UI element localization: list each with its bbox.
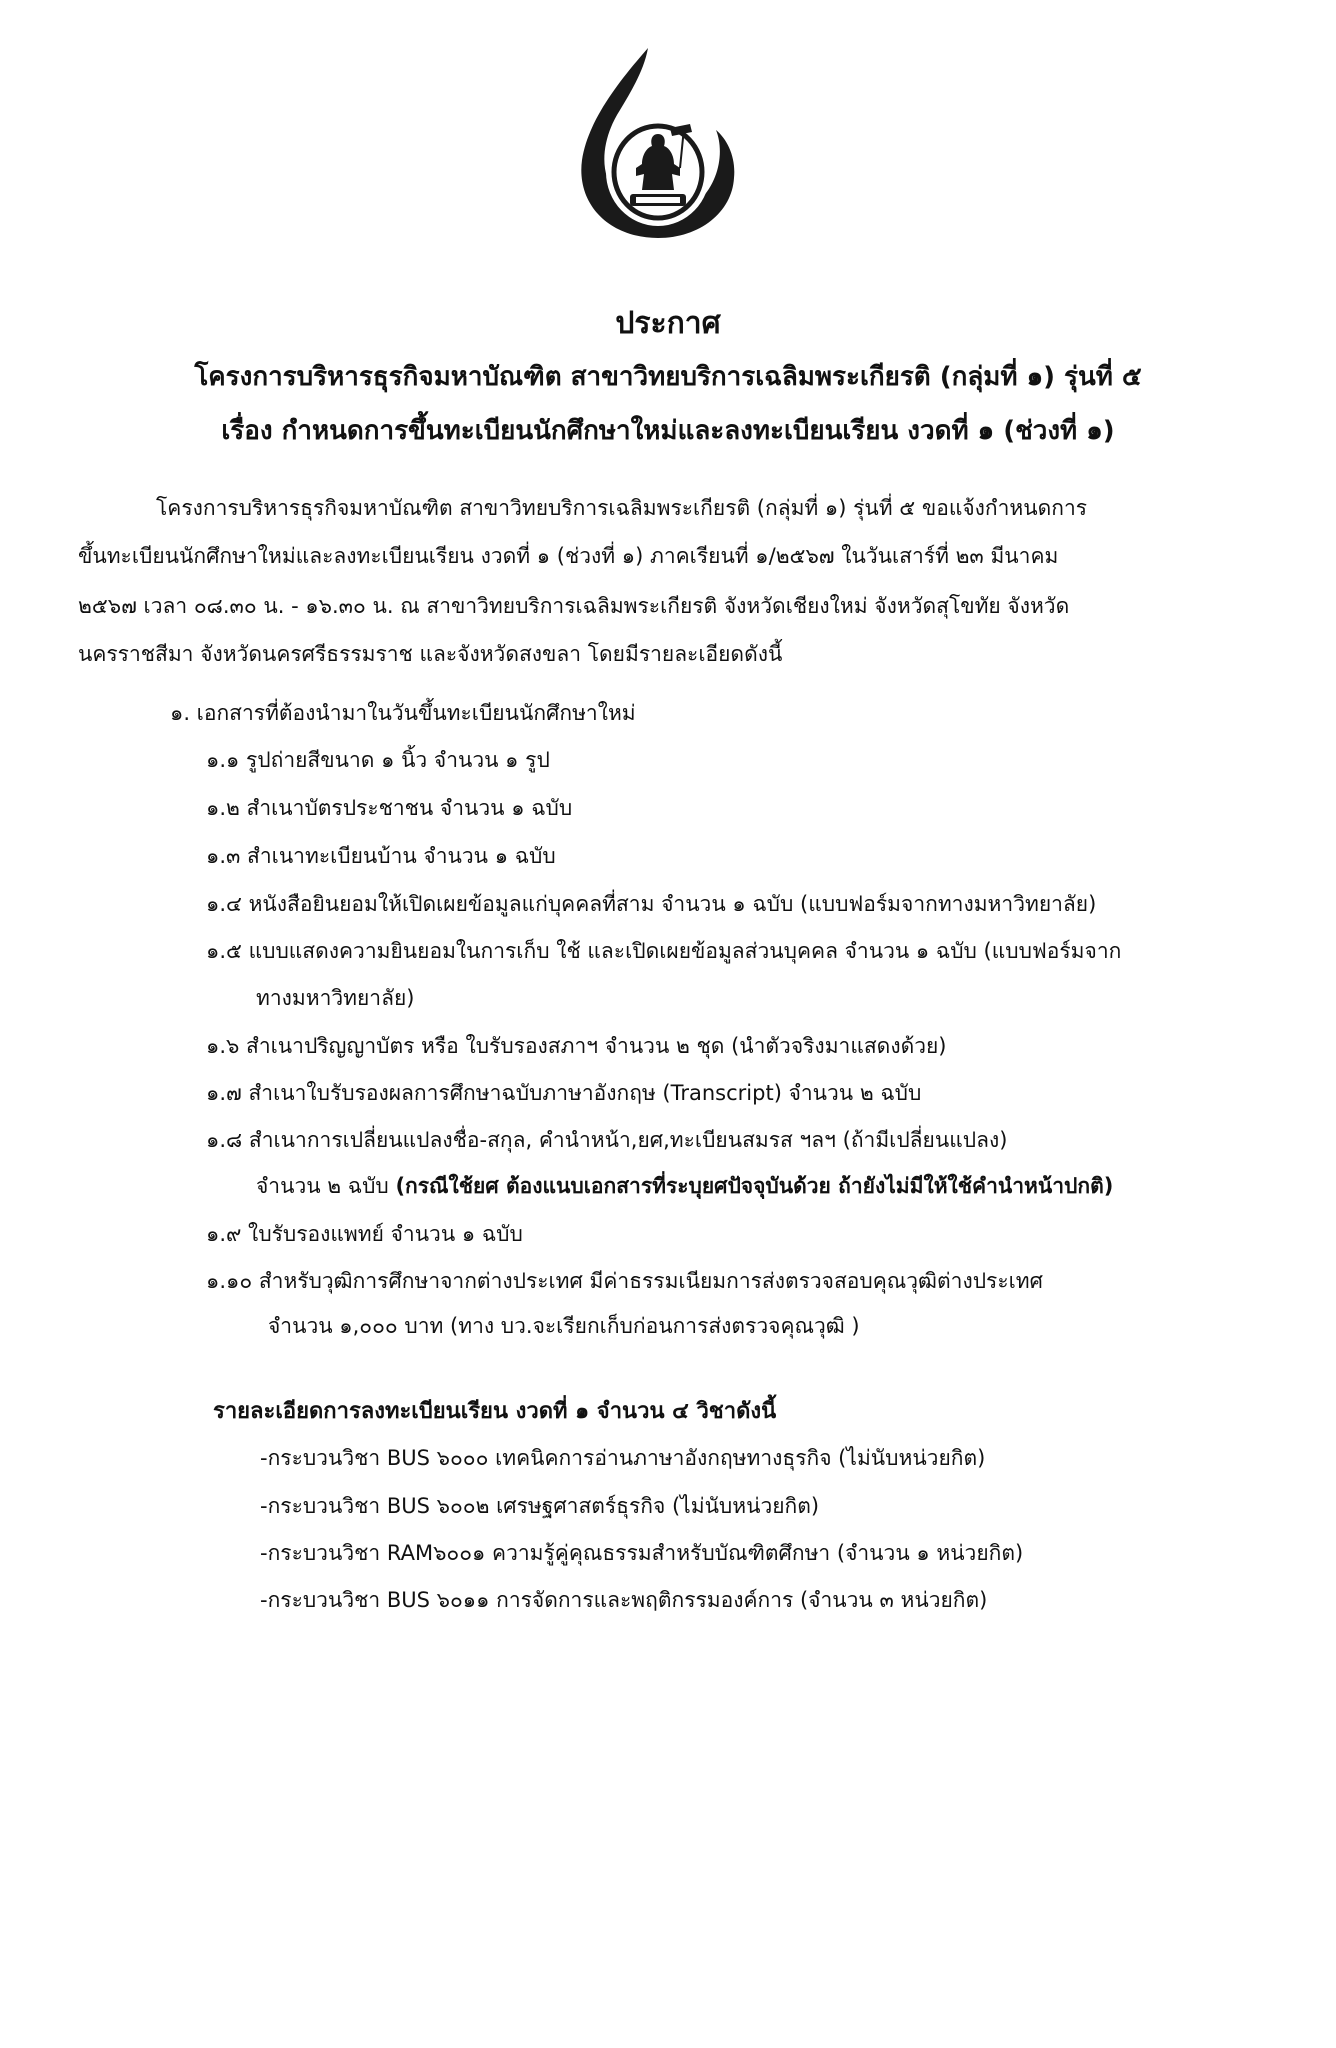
intro-line-1: โครงการบริหารธุรกิจมหาบัณฑิต สาขาวิทยบริการเฉลิมพระเกียรติ (กลุ่มที่ ๑) รุ่นที่ ๕ ขอแจ้งกำหนดการ [156,496,1088,520]
intro-line-2: ขึ้นทะเบียนนักศึกษาใหม่และลงทะเบียนเรียน งวดที่ ๑ (ช่วงที่ ๑) ภาคเรียนที่ ๑/๒๕๖๗ ในวันเสาร์ที่ ๒๓ มีนาคม [78,544,1059,568]
intro-line-4: นครราชสีมา จังหวัดนครศรีธรรมราช และจังหวัดสงขลา โดยมีรายละเอียดดังนี้ [78,642,783,666]
course-item: -กระบวนวิชา BUS ๖๐๐๐ เทคนิคการอ่านภาษาอังกฤษทางธุรกิจ (ไม่นับหน่วยกิต) [260,1446,986,1470]
list-item-continuation: จำนวน ๑,๐๐๐ บาท (ทาง บว.จะเรียกเก็บก่อนการส่งตรวจคุณวุฒิ ) [268,1314,860,1338]
section1-heading: ๑. เอกสารที่ต้องนำมาในวันขึ้นทะเบียนนักศึกษาใหม่ [170,701,636,725]
list-item: ๑.๘ สำเนาการเปลี่ยนแปลงชื่อ-สกุล, คำนำหน้า,ยศ,ทะเบียนสมรส ฯลฯ (ถ้ามีเปลี่ยนแปลง) [206,1128,1008,1152]
list-item: ๑.๕ แบบแสดงความยินยอมในการเก็บ ใช้ และเปิดเผยข้อมูลส่วนบุคคล จำนวน ๑ ฉบับ (แบบฟอร์มจาก [206,939,1122,963]
list-item: ๑.๔ หนังสือยินยอมให้เปิดเผยข้อมูลแก่บุคคลที่สาม จำนวน ๑ ฉบับ (แบบฟอร์มจากทางมหาวิทยาลัย) [206,892,1097,916]
list-item: ๑.๖ สำเนาปริญญาบัตร หรือ ใบรับรองสภาฯ จำนวน ๒ ชุด (นำตัวจริงมาแสดงด้วย) [206,1034,947,1058]
course-item: -กระบวนวิชา BUS ๖๐๐๒ เศรษฐศาสตร์ธุรกิจ (ไม่นับหน่วยกิต) [260,1494,820,1518]
course-item: -กระบวนวิชา RAM๖๐๐๑ ความรู้คู่คุณธรรมสำหรับบัณฑิตศึกษา (จำนวน ๑ หน่วยกิต) [260,1541,1024,1565]
list-item: ๑.๑๐ สำหรับวุฒิการศึกษาจากต่างประเทศ มีค่าธรรมเนียมการส่งตรวจสอบคุณวุฒิต่างประเทศ [206,1269,1043,1293]
section2-heading: รายละเอียดการลงทะเบียนเรียน งวดที่ ๑ จำนวน ๔ วิชาดังนี้ [213,1399,777,1424]
list-item: ๑.๙ ใบรับรองแพทย์ จำนวน ๑ ฉบับ [206,1222,523,1246]
rank-note: (กรณีใช้ยศ ต้องแนบเอกสารที่ระบุยศปัจจุบันด้วย ถ้ายังไม่มีให้ใช้คำนำหน้าปกติ) [395,1174,1114,1198]
intro-line-3: ๒๕๖๗ เวลา ๐๘.๓๐ น. - ๑๖.๓๐ น. ณ สาขาวิทยบริการเฉลิมพระเกียรติ จังหวัดเชียงใหม่ จังหวัดสุโขทัย จังหวัด [78,594,1070,618]
course-item: -กระบวนวิชา BUS ๖๐๑๑ การจัดการและพฤติกรรมองค์การ (จำนวน ๓ หน่วยกิต) [260,1588,988,1612]
list-item-continuation: ทางมหาวิทยาลัย) [256,986,415,1010]
list-item: ๑.๒ สำเนาบัตรประชาชน จำนวน ๑ ฉบับ [206,796,573,820]
program-title: โครงการบริหารธุรกิจมหาบัณฑิต สาขาวิทยบริการเฉลิมพระเกียรติ (กลุ่มที่ ๑) รุ่นที่ ๕ [194,362,1142,392]
list-item: ๑.๑ รูปถ่ายสีขนาด ๑ นิ้ว จำนวน ๑ รูป [206,748,550,772]
university-emblem-icon [560,40,750,250]
announcement-title: ประกาศ [615,306,721,341]
list-item: ๑.๗ สำเนาใบรับรองผลการศึกษาฉบับภาษาอังกฤษ (Transcript) จำนวน ๒ ฉบับ [206,1081,922,1105]
subject-title: เรื่อง กำหนดการขึ้นทะเบียนนักศึกษาใหม่และลงทะเบียนเรียน งวดที่ ๑ (ช่วงที่ ๑) [221,416,1115,446]
list-item-continuation [256,1170,1113,1203]
copy-count: จำนวน ๒ ฉบับ [256,1174,389,1198]
list-item: ๑.๓ สำเนาทะเบียนบ้าน จำนวน ๑ ฉบับ [206,844,556,868]
